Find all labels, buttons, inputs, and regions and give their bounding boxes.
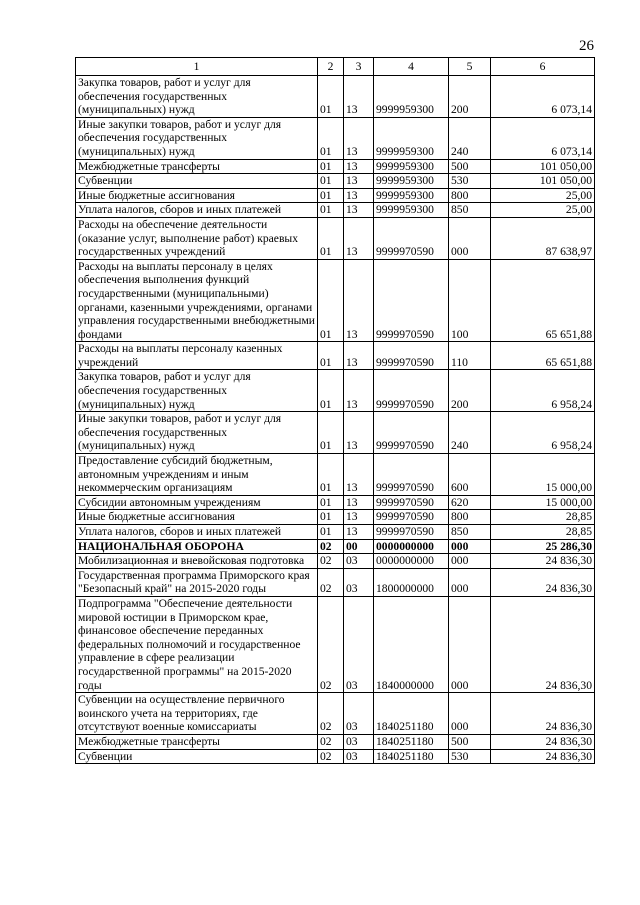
column-header: 6 <box>491 58 595 76</box>
table-row <box>76 693 595 735</box>
target-article-cell: 9999959300 <box>374 159 449 174</box>
row-name-cell: НАЦИОНАЛЬНАЯ ОБОРОНА <box>76 539 318 554</box>
section-code-cell: 01 <box>318 454 344 496</box>
section-code-cell: 01 <box>318 188 344 203</box>
table-row <box>76 342 595 370</box>
section-code-cell: 02 <box>318 693 344 735</box>
table-row <box>76 259 595 342</box>
subsection-code-cell: 13 <box>344 174 374 189</box>
column-header: 5 <box>449 58 491 76</box>
subsection-code-cell: 13 <box>344 117 374 159</box>
amount-cell: 24 836,30 <box>491 596 595 692</box>
subsection-code-cell: 03 <box>344 749 374 764</box>
amount-cell: 24 836,30 <box>491 734 595 749</box>
table-row <box>76 117 595 159</box>
section-code-cell: 01 <box>318 159 344 174</box>
target-article-cell: 1840000000 <box>374 596 449 692</box>
target-article-cell: 9999959300 <box>374 117 449 159</box>
section-code-cell: 01 <box>318 370 344 412</box>
table-row <box>76 174 595 189</box>
expense-type-cell: 530 <box>449 749 491 764</box>
expense-type-cell: 000 <box>449 554 491 569</box>
expense-type-cell: 000 <box>449 568 491 596</box>
target-article-cell: 1840251180 <box>374 693 449 735</box>
subsection-code-cell: 13 <box>344 342 374 370</box>
target-article-cell: 0000000000 <box>374 554 449 569</box>
row-name-cell: Мобилизационная и вневойсковая подготовка <box>76 554 318 569</box>
budget-table <box>75 57 595 764</box>
section-code-cell: 02 <box>318 596 344 692</box>
expense-type-cell: 500 <box>449 734 491 749</box>
expense-type-cell: 000 <box>449 596 491 692</box>
subsection-code-cell: 13 <box>344 370 374 412</box>
subsection-code-cell: 03 <box>344 568 374 596</box>
column-header: 4 <box>374 58 449 76</box>
row-name-cell: Государственная программа Приморского края "Безопасный край" на 2015-2020 годы <box>76 568 318 596</box>
subsection-code-cell: 13 <box>344 412 374 454</box>
column-header: 1 <box>76 58 318 76</box>
table-row <box>76 596 595 692</box>
row-name-cell: Иные бюджетные ассигнования <box>76 510 318 525</box>
subsection-code-cell: 03 <box>344 693 374 735</box>
table-row <box>76 412 595 454</box>
subsection-code-cell: 13 <box>344 188 374 203</box>
table-row <box>76 454 595 496</box>
row-name-cell: Субсидии автономным учреждениям <box>76 495 318 510</box>
column-header: 2 <box>318 58 344 76</box>
section-code-cell: 01 <box>318 203 344 218</box>
table-row <box>76 510 595 525</box>
subsection-code-cell: 13 <box>344 159 374 174</box>
table-row <box>76 734 595 749</box>
target-article-cell: 9999959300 <box>374 203 449 218</box>
expense-type-cell: 530 <box>449 174 491 189</box>
row-name-cell: Субвенции на осуществление первичного воинского учета на территориях, где отсутствуют военные комиссариаты <box>76 693 318 735</box>
expense-type-cell: 000 <box>449 539 491 554</box>
section-code-cell: 01 <box>318 342 344 370</box>
row-name-cell: Субвенции <box>76 174 318 189</box>
amount-cell: 65 651,88 <box>491 342 595 370</box>
subsection-code-cell: 13 <box>344 510 374 525</box>
table-row <box>76 495 595 510</box>
expense-type-cell: 800 <box>449 188 491 203</box>
amount-cell: 25,00 <box>491 203 595 218</box>
amount-cell: 24 836,30 <box>491 554 595 569</box>
expense-type-cell: 200 <box>449 370 491 412</box>
amount-cell: 28,85 <box>491 525 595 540</box>
expense-type-cell: 800 <box>449 510 491 525</box>
subsection-code-cell: 13 <box>344 525 374 540</box>
section-code-cell: 01 <box>318 76 344 118</box>
target-article-cell: 9999959300 <box>374 76 449 118</box>
amount-cell: 15 000,00 <box>491 495 595 510</box>
row-name-cell: Расходы на обеспечение деятельности (оказание услуг, выполнение работ) краевых государственных учреждений <box>76 217 318 259</box>
subsection-code-cell: 13 <box>344 203 374 218</box>
expense-type-cell: 850 <box>449 203 491 218</box>
expense-type-cell: 620 <box>449 495 491 510</box>
subsection-code-cell: 03 <box>344 734 374 749</box>
expense-type-cell: 500 <box>449 159 491 174</box>
row-name-cell: Уплата налогов, сборов и иных платежей <box>76 203 318 218</box>
amount-cell: 87 638,97 <box>491 217 595 259</box>
amount-cell: 6 958,24 <box>491 370 595 412</box>
table-header-row <box>76 58 595 76</box>
expense-type-cell: 850 <box>449 525 491 540</box>
row-name-cell: Иные бюджетные ассигнования <box>76 188 318 203</box>
subsection-code-cell: 03 <box>344 596 374 692</box>
section-code-cell: 01 <box>318 259 344 342</box>
target-article-cell: 9999970590 <box>374 342 449 370</box>
subsection-code-cell: 13 <box>344 259 374 342</box>
amount-cell: 101 050,00 <box>491 174 595 189</box>
row-name-cell: Уплата налогов, сборов и иных платежей <box>76 525 318 540</box>
table-row <box>76 749 595 764</box>
amount-cell: 25,00 <box>491 188 595 203</box>
target-article-cell: 9999970590 <box>374 259 449 342</box>
table-body <box>76 76 595 764</box>
table-row <box>76 568 595 596</box>
target-article-cell: 9999970590 <box>374 454 449 496</box>
expense-type-cell: 100 <box>449 259 491 342</box>
target-article-cell: 9999970590 <box>374 412 449 454</box>
section-code-cell: 02 <box>318 749 344 764</box>
amount-cell: 101 050,00 <box>491 159 595 174</box>
section-code-cell: 02 <box>318 554 344 569</box>
target-article-cell: 9999959300 <box>374 188 449 203</box>
expense-type-cell: 000 <box>449 693 491 735</box>
target-article-cell: 9999970590 <box>374 370 449 412</box>
amount-cell: 25 286,30 <box>491 539 595 554</box>
row-name-cell: Межбюджетные трансферты <box>76 159 318 174</box>
amount-cell: 24 836,30 <box>491 693 595 735</box>
amount-cell: 6 073,14 <box>491 117 595 159</box>
target-article-cell: 9999959300 <box>374 174 449 189</box>
row-name-cell: Иные закупки товаров, работ и услуг для обеспечения государственных (муниципальных) нужд <box>76 117 318 159</box>
target-article-cell: 0000000000 <box>374 539 449 554</box>
section-code-cell: 02 <box>318 734 344 749</box>
subsection-code-cell: 13 <box>344 76 374 118</box>
table-row <box>76 525 595 540</box>
target-article-cell: 9999970590 <box>374 525 449 540</box>
amount-cell: 28,85 <box>491 510 595 525</box>
amount-cell: 65 651,88 <box>491 259 595 342</box>
table-row <box>76 554 595 569</box>
expense-type-cell: 600 <box>449 454 491 496</box>
table-row <box>76 217 595 259</box>
section-code-cell: 01 <box>318 525 344 540</box>
row-name-cell: Иные закупки товаров, работ и услуг для обеспечения государственных (муниципальных) нужд <box>76 412 318 454</box>
expense-type-cell: 200 <box>449 76 491 118</box>
section-code-cell: 01 <box>318 117 344 159</box>
table-row <box>76 370 595 412</box>
table-row <box>76 76 595 118</box>
amount-cell: 15 000,00 <box>491 454 595 496</box>
subsection-code-cell: 13 <box>344 495 374 510</box>
row-name-cell: Предоставление субсидий бюджетным, автономным учреждениям и иным некоммерческим организациям <box>76 454 318 496</box>
section-code-cell: 01 <box>318 412 344 454</box>
table-row <box>76 159 595 174</box>
section-code-cell: 01 <box>318 510 344 525</box>
table-row <box>76 203 595 218</box>
row-name-cell: Закупка товаров, работ и услуг для обеспечения государственных (муниципальных) нужд <box>76 76 318 118</box>
subsection-code-cell: 00 <box>344 539 374 554</box>
section-code-cell: 01 <box>318 217 344 259</box>
section-code-cell: 01 <box>318 495 344 510</box>
page-number: 26 <box>579 38 594 54</box>
target-article-cell: 9999970590 <box>374 510 449 525</box>
section-code-cell: 01 <box>318 174 344 189</box>
section-code-cell: 02 <box>318 568 344 596</box>
amount-cell: 24 836,30 <box>491 568 595 596</box>
target-article-cell: 9999970590 <box>374 495 449 510</box>
expense-type-cell: 240 <box>449 117 491 159</box>
expense-type-cell: 240 <box>449 412 491 454</box>
target-article-cell: 9999970590 <box>374 217 449 259</box>
amount-cell: 6 073,14 <box>491 76 595 118</box>
target-article-cell: 1800000000 <box>374 568 449 596</box>
table-row <box>76 188 595 203</box>
table-row <box>76 539 595 554</box>
expense-type-cell: 110 <box>449 342 491 370</box>
subsection-code-cell: 03 <box>344 554 374 569</box>
subsection-code-cell: 13 <box>344 217 374 259</box>
target-article-cell: 1840251180 <box>374 749 449 764</box>
target-article-cell: 1840251180 <box>374 734 449 749</box>
column-header: 3 <box>344 58 374 76</box>
row-name-cell: Закупка товаров, работ и услуг для обеспечения государственных (муниципальных) нужд <box>76 370 318 412</box>
subsection-code-cell: 13 <box>344 454 374 496</box>
expense-type-cell: 000 <box>449 217 491 259</box>
row-name-cell: Расходы на выплаты персоналу казенных учреждений <box>76 342 318 370</box>
row-name-cell: Расходы на выплаты персоналу в целях обеспечения выполнения функций государственными (муниципальными) органами, казенными учреждениями, органами управления государственными внебюджетными фондами <box>76 259 318 342</box>
row-name-cell: Субвенции <box>76 749 318 764</box>
amount-cell: 6 958,24 <box>491 412 595 454</box>
row-name-cell: Подпрограмма "Обеспечение деятельности мировой юстиции в Приморском крае, финансовое обеспечение переданных федеральных полномочий и государственное управление в сфере реализации государственной программы" на 2015-2020 годы <box>76 596 318 692</box>
row-name-cell: Межбюджетные трансферты <box>76 734 318 749</box>
amount-cell: 24 836,30 <box>491 749 595 764</box>
section-code-cell: 02 <box>318 539 344 554</box>
